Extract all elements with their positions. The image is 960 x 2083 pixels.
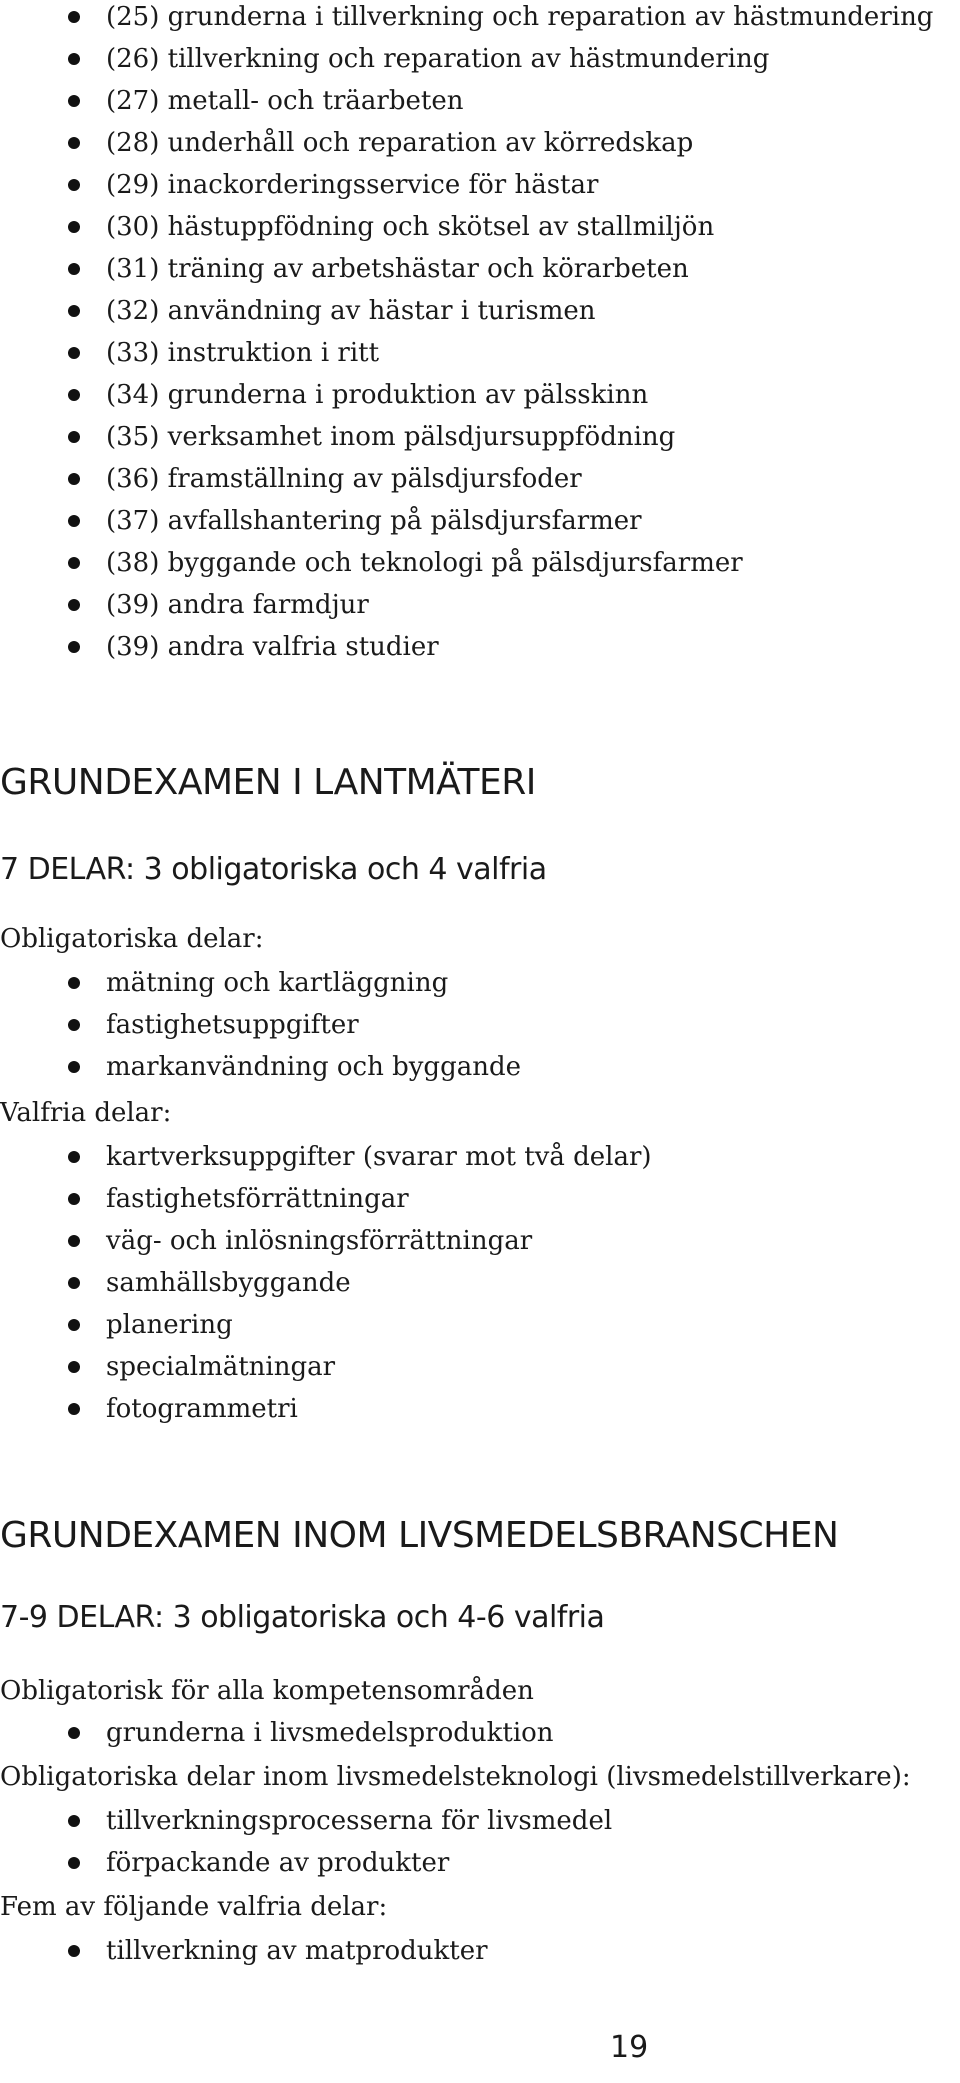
optional-list-livsmedel [106, 1930, 488, 1972]
list-item [106, 38, 933, 80]
list-item-text: specialmätningar [106, 1352, 336, 1382]
optional-label-livsmedel: Fem av följande valfria delar: [0, 1892, 388, 1922]
bullet-icon [68, 221, 80, 233]
list-item-text: (27) metall- och träarbeten [106, 86, 464, 116]
list-item [106, 1220, 652, 1262]
all-label-livsmedel: Obligatorisk för alla kompetensområden [0, 1676, 534, 1706]
list-item-text: (25) grunderna i tillverkning och reparation av hästmundering [106, 2, 934, 32]
list-item [106, 626, 933, 668]
optional-list-lantmateri [106, 1136, 652, 1430]
bullet-icon [68, 1319, 80, 1331]
bullet-icon [68, 1361, 80, 1373]
list-item-text: fastighetsförrättningar [106, 1184, 409, 1214]
all-list-livsmedel [106, 1712, 554, 1754]
list-item [106, 1046, 521, 1088]
list-item [106, 962, 521, 1004]
list-item-text: (34) grunderna i produktion av pälsskinn [106, 380, 649, 410]
list-item-text: (28) underhåll och reparation av körredskap [106, 128, 694, 158]
list-item-text: (26) tillverkning och reparation av hästmundering [106, 44, 770, 74]
optional-label-lantmateri: Valfria delar: [0, 1098, 172, 1128]
list-item [106, 584, 933, 626]
list-item [106, 1930, 488, 1972]
bullet-icon [68, 1857, 80, 1869]
course-list-top [106, 0, 933, 668]
list-item-text: (36) framställning av pälsdjursfoder [106, 464, 582, 494]
section-heading-livsmedel: GRUNDEXAMEN INOM LIVSMEDELSBRANSCHEN [0, 1515, 839, 1556]
list-item [106, 0, 933, 38]
list-item-text: (35) verksamhet inom pälsdjursuppfödning [106, 422, 676, 452]
bullet-icon [68, 515, 80, 527]
bullet-icon [68, 263, 80, 275]
list-item [106, 374, 933, 416]
list-item-text: fastighetsuppgifter [106, 1010, 359, 1040]
list-item [106, 80, 933, 122]
list-item [106, 1304, 652, 1346]
bullet-icon [68, 1235, 80, 1247]
bullet-icon [68, 95, 80, 107]
list-item [106, 248, 933, 290]
list-item-text: (31) träning av arbetshästar och körarbeten [106, 254, 689, 284]
mandatory-list-lantmateri [106, 962, 521, 1088]
bullet-icon [68, 1151, 80, 1163]
list-item-text: förpackande av produkter [106, 1848, 450, 1878]
bullet-icon [68, 1815, 80, 1827]
section-subheading-livsmedel: 7-9 DELAR: 3 obligatoriska och 4-6 valfria [0, 1600, 605, 1635]
list-item-text: (39) andra valfria studier [106, 632, 439, 662]
bullet-icon [68, 1277, 80, 1289]
list-item [106, 1842, 612, 1884]
list-item-text: (32) användning av hästar i turismen [106, 296, 596, 326]
list-item [106, 332, 933, 374]
list-item-text: (38) byggande och teknologi på pälsdjursfarmer [106, 548, 743, 578]
bullet-icon [68, 557, 80, 569]
bullet-icon [68, 1945, 80, 1957]
list-item [106, 1004, 521, 1046]
list-item-text: fotogrammetri [106, 1394, 298, 1424]
bullet-icon [68, 641, 80, 653]
list-item [106, 290, 933, 332]
section-heading-lantmateri: GRUNDEXAMEN I LANTMÄTERI [0, 762, 536, 803]
bullet-icon [68, 1403, 80, 1415]
bullet-icon [68, 53, 80, 65]
bullet-icon [68, 599, 80, 611]
list-item-text: mätning och kartläggning [106, 968, 449, 998]
bullet-icon [68, 305, 80, 317]
bullet-icon [68, 179, 80, 191]
list-item-text: (29) inackorderingsservice för hästar [106, 170, 599, 200]
list-item [106, 1388, 652, 1430]
list-item [106, 1136, 652, 1178]
section-subheading-lantmateri: 7 DELAR: 3 obligatoriska och 4 valfria [0, 852, 547, 887]
list-item [106, 1262, 652, 1304]
list-item [106, 1712, 554, 1754]
bullet-icon [68, 1019, 80, 1031]
list-item [106, 458, 933, 500]
page-number: 19 [610, 2030, 649, 2065]
bullet-icon [68, 11, 80, 23]
list-item-text: (33) instruktion i ritt [106, 338, 380, 368]
tech-list-livsmedel [106, 1800, 612, 1884]
list-item-text: tillverkningsprocesserna för livsmedel [106, 1806, 613, 1836]
list-item [106, 164, 933, 206]
list-item-text: tillverkning av matprodukter [106, 1936, 488, 1966]
list-item-text: (30) hästuppfödning och skötsel av stallmiljön [106, 212, 715, 242]
bullet-icon [68, 1061, 80, 1073]
list-item-text: kartverksuppgifter (svarar mot två delar) [106, 1142, 652, 1172]
list-item [106, 542, 933, 584]
list-item-text: planering [106, 1310, 233, 1340]
list-item-text: (37) avfallshantering på pälsdjursfarmer [106, 506, 642, 536]
list-item [106, 1178, 652, 1220]
bullet-icon [68, 389, 80, 401]
list-item-text: grunderna i livsmedelsproduktion [106, 1718, 554, 1748]
list-item-text: (39) andra farmdjur [106, 590, 369, 620]
list-item-text: väg- och inlösningsförrättningar [106, 1226, 533, 1256]
list-item-text: samhällsbyggande [106, 1268, 351, 1298]
list-item [106, 1800, 612, 1842]
bullet-icon [68, 1193, 80, 1205]
bullet-icon [68, 431, 80, 443]
list-item [106, 206, 933, 248]
mandatory-label-lantmateri: Obligatoriska delar: [0, 924, 264, 954]
bullet-icon [68, 347, 80, 359]
bullet-icon [68, 473, 80, 485]
list-item [106, 122, 933, 164]
list-item [106, 1346, 652, 1388]
list-item [106, 500, 933, 542]
bullet-icon [68, 137, 80, 149]
bullet-icon [68, 1727, 80, 1739]
list-item-text: markanvändning och byggande [106, 1052, 521, 1082]
bullet-icon [68, 977, 80, 989]
tech-label-livsmedel: Obligatoriska delar inom livsmedelsteknologi (livsmedelstillverkare): [0, 1762, 911, 1792]
list-item [106, 416, 933, 458]
